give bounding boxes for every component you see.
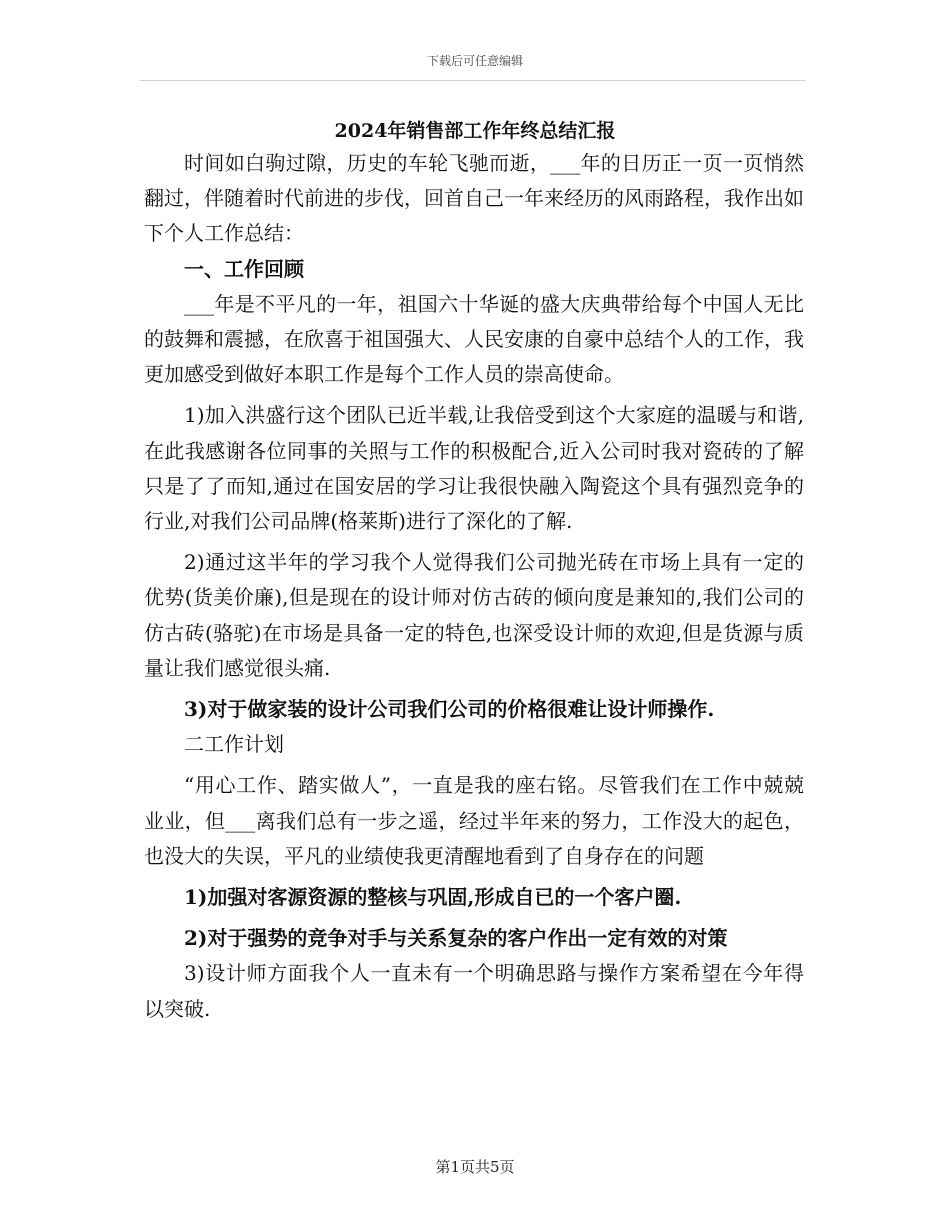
- plan-paragraph: “用心工作、踏实做人”，一直是我的座右铭。尽管我们在工作中兢兢业业，但___离我们总有一步之遥，经过半年来的努力，工作没大的起色，也没大的失误，平凡的业绩使我更清醒地看到了自身存在的问题: [144, 773, 804, 868]
- document-title: 2024年销售部工作年终总结汇报: [334, 120, 616, 142]
- header-divider: [140, 80, 806, 81]
- plan-item-1: 1)加强对客源资源的整核与巩固,形成自已的一个客户圈.: [184, 885, 682, 910]
- review-item-2: 2)通过这半年的学习我个人觉得我们公司抛光砖在市场上具有一定的优势(货美价廉),但是现在的设计师对仿古砖的倾向度是兼知的,我们公司的仿古砖(骆驼)在市场是具备一定的特色,也深受设计师的欢迎,但是货源与质量让我们感觉很头痛.: [144, 550, 804, 680]
- page-header: 下载后可任意编辑: [426, 54, 523, 68]
- review-item-3: 3)对于做家装的设计公司我们公司的价格很难让设计师操作.: [184, 697, 715, 722]
- review-paragraph: ___年是不平凡的一年，祖国六十华诞的盛大庆典带给每个中国人无比的鼓舞和震撼，在欣喜于祖国强大、人民安康的自豪中总结个人的工作，我更加感受到做好本职工作是每个工作人员的崇高使命。: [144, 291, 804, 387]
- review-item-1: 1)加入洪盛行这个团队已近半载,让我倍受到这个大家庭的温暖与和谐,在此我感谢各位同事的关照与工作的积极配合,近入公司时我对瓷砖的了解只是了了而知,通过在国安居的学习让我很快融入陶瓷这个具有强烈竞争的行业,对我们公司品牌(格莱斯)进行了深化的了解.: [144, 403, 804, 534]
- page-number: 第1页共5页: [435, 1158, 515, 1176]
- plan-item-2: 2)对于强势的竞争对手与关系复杂的客户作出一定有效的对策: [184, 926, 728, 951]
- document-body: [144, 146, 804, 1027]
- section-heading-review: 一、工作回顾: [184, 256, 304, 281]
- intro-paragraph: 时间如白驹过隙，历史的车轮飞驰而逝，___年的日历正一页一页悄然翻过，伴随着时代前进的步伐，回首自己一年来经历的风雨路程，我作出如下个人工作总结：: [144, 151, 804, 246]
- section-heading-plan: 二工作计划: [184, 732, 284, 757]
- plan-item-3: 3)设计师方面我个人一直未有一个明确思路与操作方案希望在今年得以突破.: [144, 961, 804, 1021]
